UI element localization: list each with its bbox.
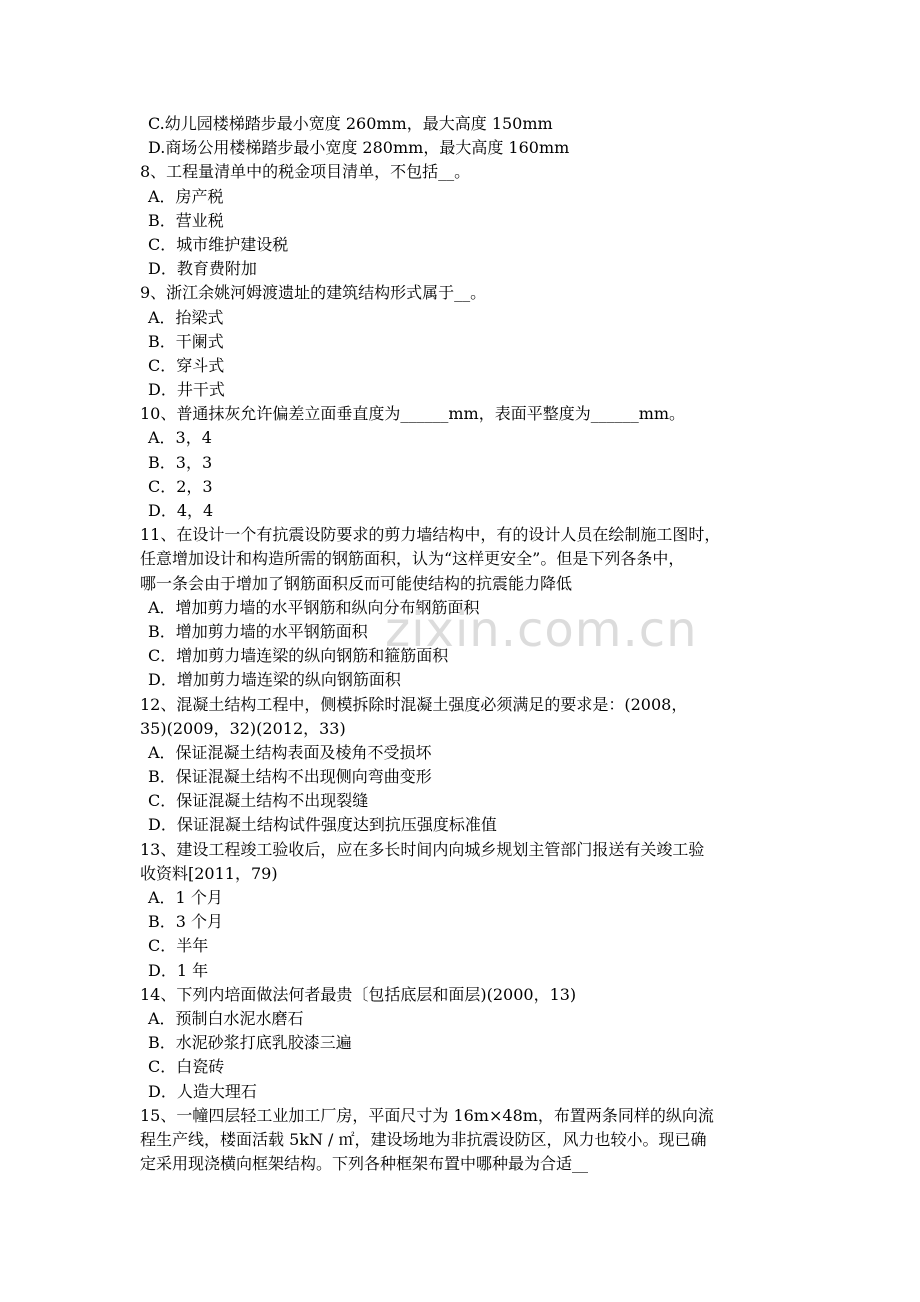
answer-option: C．城市维护建设税 <box>148 234 289 254</box>
answer-option: D．保证混凝土结构试件强度达到抗压强度标准值 <box>148 815 497 835</box>
answer-option: A．抬梁式 <box>148 307 224 327</box>
answer-option: C．半年 <box>148 936 209 956</box>
answer-option: D．教育费附加 <box>148 259 257 279</box>
answer-option: D．1 年 <box>148 960 209 980</box>
question-text: 35)(2009，32)(2012，33) <box>140 718 346 738</box>
answer-option: D．井干式 <box>148 380 225 400</box>
answer-option: B．3，3 <box>148 452 213 472</box>
answer-option: C.幼儿园楼梯踏步最小宽度 260mm，最大高度 150mm <box>148 114 553 133</box>
answer-option: D．增加剪力墙连梁的纵向钢筋面积 <box>148 670 401 690</box>
question-text: 8、工程量清单中的税金项目清单，不包括__。 <box>140 162 471 182</box>
answer-option: C．增加剪力墙连梁的纵向钢筋和箍筋面积 <box>148 646 449 666</box>
question-text: 9、浙江余姚河姆渡遗址的建筑结构形式属于__。 <box>140 283 487 303</box>
answer-option: B．保证混凝土结构不出现侧向弯曲变形 <box>148 767 432 787</box>
answer-option: C．2，3 <box>148 476 213 496</box>
answer-option: D．人造大理石 <box>148 1081 257 1101</box>
question-text: 哪一条会由于增加了钢筋面积反而可能使结构的抗震能力降低 <box>140 573 573 593</box>
question-text: 定采用现浇横向框架结构。下列各种框架布置中哪种最为合适__ <box>140 1154 589 1174</box>
question-text: 13、建设工程竣工验收后，应在多长时间内向城乡规划主管部门报送有关竣工验 <box>140 839 705 859</box>
answer-option: A．增加剪力墙的水平钢筋和纵向分布钢筋面积 <box>148 597 480 617</box>
question-text: 收资料[2011，79) <box>140 863 278 883</box>
answer-option: B．增加剪力墙的水平钢筋面积 <box>148 621 368 641</box>
answer-option: B．水泥砂浆打底乳胶漆三遍 <box>148 1033 352 1053</box>
question-text: 14、下列内培面做法何者最贵〔包括底层和面层)(2000，13) <box>140 984 577 1004</box>
answer-option: C．白瓷砖 <box>148 1057 225 1077</box>
answer-option: B．3 个月 <box>148 912 224 932</box>
answer-option: B．营业税 <box>148 210 224 230</box>
answer-option: B．干阑式 <box>148 331 224 351</box>
answer-option: A．房产税 <box>148 186 224 206</box>
document-body <box>140 112 790 1176</box>
watermark: zixin.com.cn <box>385 602 698 658</box>
answer-option: D．4，4 <box>148 501 214 520</box>
question-text: 11、在设计一个有抗震设防要求的剪力墙结构中，有的设计人员在绘制施工图时， <box>140 525 721 545</box>
answer-option: A．保证混凝土结构表面及棱角不受损坏 <box>148 742 432 762</box>
answer-option: A．3，4 <box>148 428 212 448</box>
question-text: 10、普通抹灰允许偏差立面垂直度为______mm，表面平整度为______mm。 <box>140 404 686 424</box>
question-text: 程生产线，楼面活载 5kN / ㎡，建设场地为非抗震设防区，风力也较小。现已确 <box>140 1129 707 1149</box>
question-text: 任意增加设计和构造所需的钢筋面积，认为“这样更安全”。但是下列各条中， <box>140 549 685 569</box>
answer-option: C．保证混凝土结构不出现裂缝 <box>148 791 369 811</box>
answer-option: D.商场公用楼梯踏步最小宽度 280mm，最大高度 160mm <box>148 138 570 158</box>
question-text: 12、混凝土结构工程中，侧模拆除时混凝土强度必须满足的要求是：(2008， <box>140 694 688 714</box>
answer-option: C．穿斗式 <box>148 355 225 375</box>
answer-option: A．1 个月 <box>148 888 223 907</box>
question-text: 15、一幢四层轻工业加工厂房，平面尺寸为 16m×48m，布置两条同样的纵向流 <box>140 1105 714 1125</box>
answer-option: A．预制白水泥水磨石 <box>148 1008 304 1028</box>
